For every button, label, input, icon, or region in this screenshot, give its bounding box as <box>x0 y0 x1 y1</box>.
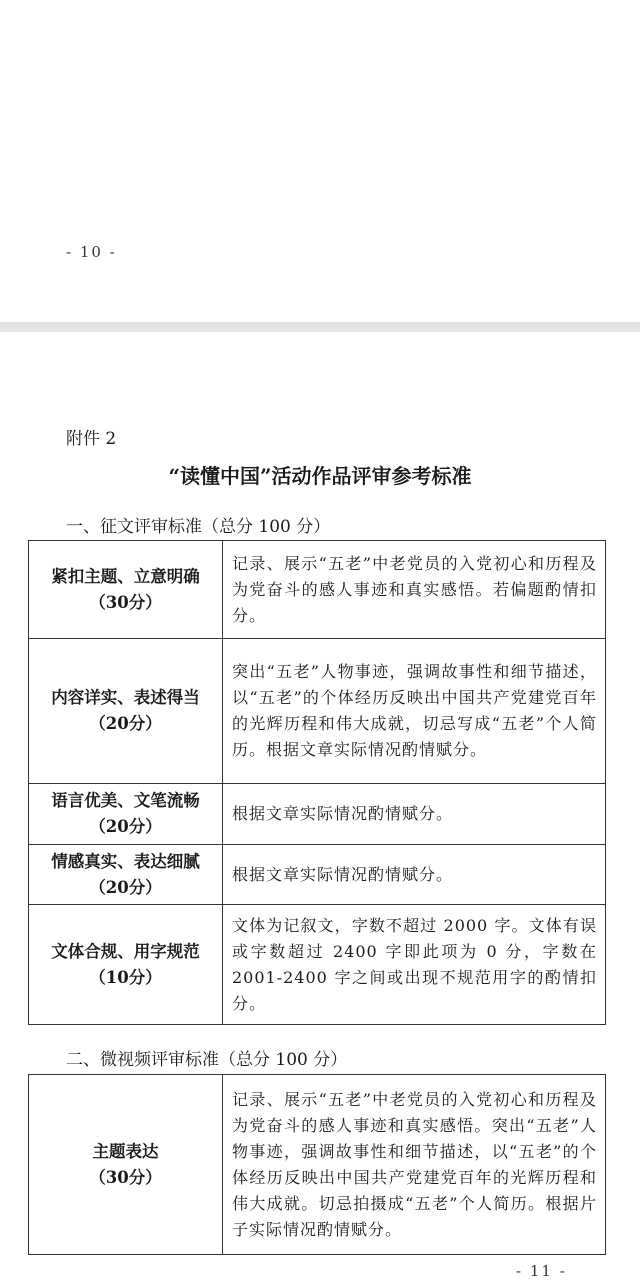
criterion-score: （20分） <box>89 817 162 836</box>
criterion-score: （30分） <box>89 592 162 612</box>
section-heading-video: 二、微视频评审标准（总分 100 分） <box>66 1050 348 1070</box>
table-row <box>29 784 606 845</box>
video-criteria-table <box>28 1074 606 1255</box>
criterion-cell <box>29 1075 223 1255</box>
criterion-cell <box>29 905 223 1025</box>
previous-page <box>0 0 640 322</box>
criterion-cell <box>29 541 223 639</box>
criterion-description: 记录、展示“五老”中老党员的入党初心和历程及为党奋斗的感人事迹和真实感悟。若偏题酌情扣分。 <box>223 541 606 639</box>
section-heading-essay: 一、征文评审标准（总分 100 分） <box>66 517 331 537</box>
criterion-description: 记录、展示“五老”中老党员的入党初心和历程及为党奋斗的感人事迹和真实感悟。突出“五老”人物事迹，强调故事性和细节描述，以“五老”的个体经历反映出中国共产党建党百年的光辉历程和伟大成就。切忌拍摄成“五老”个人简历。根据片子实际情况酌情赋分。 <box>223 1075 606 1255</box>
criterion-score: （20分） <box>89 877 162 897</box>
page-separator <box>0 322 640 332</box>
criterion-name: 内容详实、表述得当 <box>51 688 200 707</box>
criterion-description: 文体为记叙文，字数不超过 2000 字。文体有误或字数超过 2400 字即此项为 0 分，字数在 2001-2400 字之间或出现不规范用字的酌情扣分。 <box>223 905 606 1025</box>
page-number: - 11 - <box>516 1262 567 1280</box>
criterion-description: 根据文章实际情况酌情赋分。 <box>223 784 606 845</box>
table-row <box>29 639 606 784</box>
table-row <box>29 541 606 639</box>
criterion-description: 突出“五老”人物事迹，强调故事性和细节描述，以“五老”的个体经历反映出中国共产党建党百年的光辉历程和伟大成就，切忌写成“五老”个人简历。根据文章实际情况酌情赋分。 <box>223 639 606 784</box>
criterion-description: 根据文章实际情况酌情赋分。 <box>223 845 606 905</box>
table-row <box>29 905 606 1025</box>
attachment-label: 附件 2 <box>66 429 117 449</box>
table-row <box>29 845 606 905</box>
criterion-score: （30分） <box>89 1167 162 1187</box>
criterion-name: 主题表达 <box>92 1141 159 1161</box>
table-row <box>29 1075 606 1255</box>
criterion-score: （10分） <box>89 967 162 987</box>
criterion-cell <box>29 784 223 845</box>
criterion-name: 情感真实、表达细腻 <box>51 851 200 871</box>
previous-page-number: - 10 - <box>66 243 117 261</box>
criterion-score: （20分） <box>89 714 162 733</box>
essay-criteria-table <box>28 540 606 1025</box>
document-title: “读懂中国”活动作品评审参考标准 <box>168 464 472 488</box>
criterion-cell <box>29 639 223 784</box>
criterion-cell <box>29 845 223 905</box>
criterion-name: 语言优美、文笔流畅 <box>51 791 200 810</box>
criterion-name: 文体合规、用字规范 <box>51 941 200 961</box>
criterion-name: 紧扣主题、立意明确 <box>51 566 200 586</box>
